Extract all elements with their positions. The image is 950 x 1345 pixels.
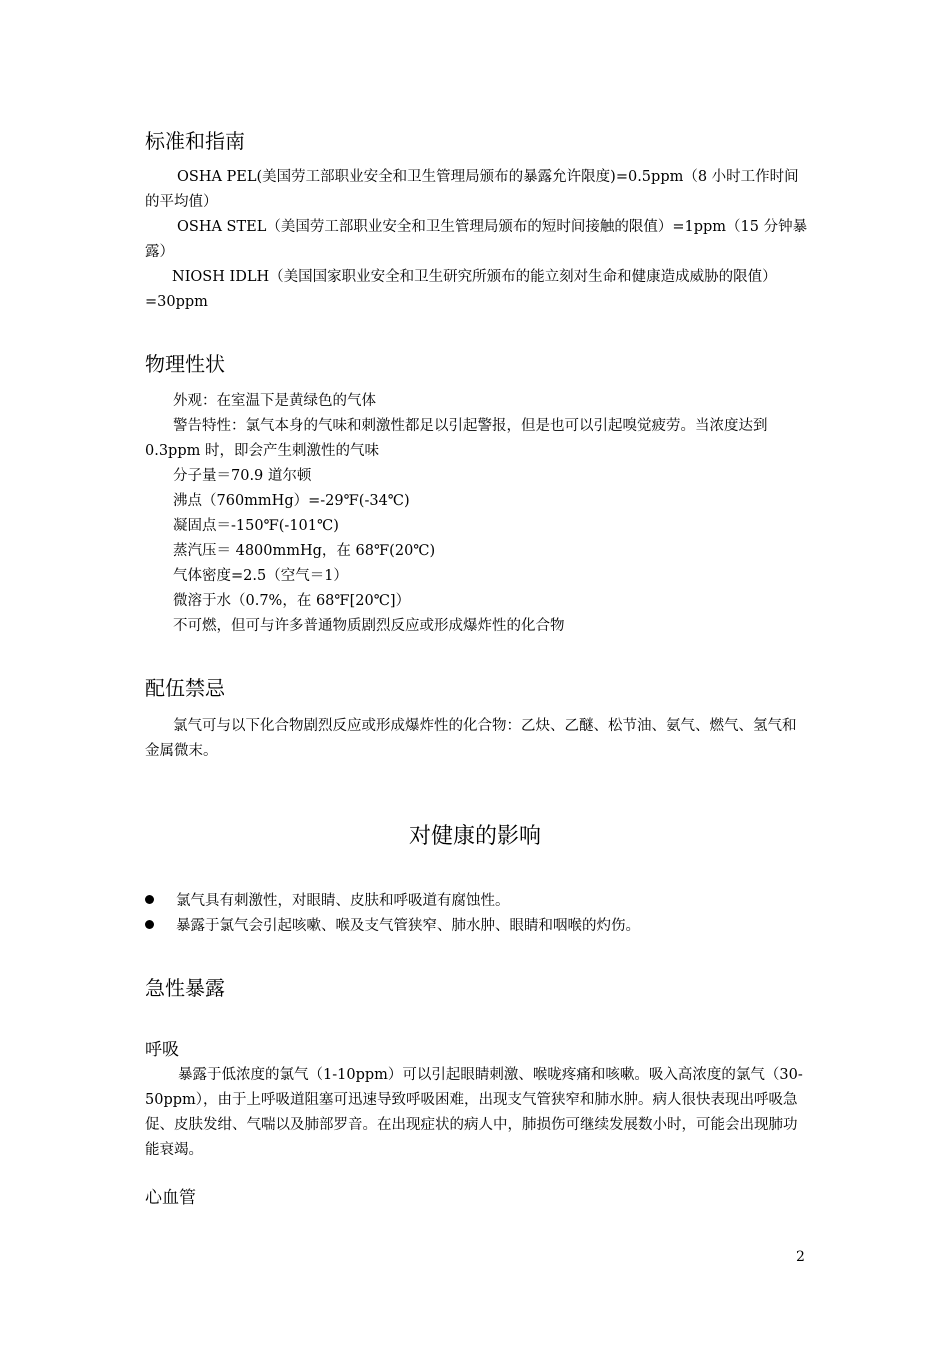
boiling-point-line: 沸点（760mmHg）=-29℉(-34℃)	[173, 493, 410, 509]
solubility-line: 微溶于水（0.7%，在 68℉[20℃]）	[173, 593, 411, 609]
flammability-line: 不可燃，但可与许多普通物质剧烈反应或形成爆炸性的化合物	[173, 618, 565, 634]
acute-exposure-heading: 急性暴露	[145, 976, 225, 1000]
osha-stel-paragraph: OSHA STEL（美国劳工部职业安全和卫生管理局颁布的短时间接触的限值）=1ppm（15 分钟暴露）	[145, 219, 808, 260]
cardiovascular-heading: 心血管	[145, 1188, 196, 1208]
health-effects-title: 对健康的影响	[408, 824, 541, 849]
health-bullet-item	[145, 914, 640, 939]
standards-heading: 标准和指南	[145, 129, 245, 153]
respiratory-paragraph: 暴露于低浓度的氯气（1-10ppm）可以引起眼睛刺激、喉咙疼痛和咳嗽。吸入高浓度的氯气（30-50ppm），由于上呼吸道阻塞可迅速导致呼吸困难，出现支气管狭窄和肺水肿。病人很快表现出呼吸急促、皮肤发绀、气喘以及肺部罗音。在出现症状的病人中，肺损伤可继续发展数小时，可能会出现肺功能衰竭。	[145, 1067, 803, 1158]
health-bullet-text: 暴露于氯气会引起咳嗽、喉及支气管狭窄、肺水肿、眼睛和咽喉的灼伤。	[176, 918, 640, 934]
molecular-weight-line: 分子量＝70.9 道尔顿	[173, 468, 312, 484]
bullet-dot-icon	[145, 920, 154, 929]
warning-paragraph: 警告特性：氯气本身的气味和刺激性都足以引起警报，但是也可以引起嗅觉疲劳。当浓度达到 0.3ppm 时，即会产生刺激性的气味	[145, 418, 768, 459]
niosh-idlh-paragraph: NIOSH IDLH（美国国家职业安全和卫生研究所颁布的能立刻对生命和健康造成威胁的限值）=30ppm	[145, 269, 777, 310]
appearance-line: 外观：在室温下是黄绿色的气体	[173, 393, 376, 409]
physical-heading: 物理性状	[145, 352, 225, 376]
respiratory-heading: 呼吸	[145, 1040, 179, 1060]
page-number: 2	[796, 1249, 805, 1265]
vapor-pressure-line: 蒸汽压＝ 4800mmHg，在 68℉(20℃)	[173, 543, 436, 559]
osha-pel-paragraph: OSHA PEL(美国劳工部职业安全和卫生管理局颁布的暴露允许限度)=0.5ppm（8 小时工作时间的平均值）	[145, 169, 799, 210]
health-bullet-text: 氯气具有刺激性，对眼睛、皮肤和呼吸道有腐蚀性。	[176, 893, 510, 909]
bullet-dot-icon	[145, 895, 154, 904]
health-bullet-item	[145, 889, 510, 914]
gas-density-line: 气体密度=2.5（空气＝1）	[173, 568, 348, 584]
incompat-heading: 配伍禁忌	[145, 676, 225, 700]
freezing-point-line: 凝固点＝-150℉(-101℃)	[173, 518, 339, 534]
incompat-paragraph: 氯气可与以下化合物剧烈反应或形成爆炸性的化合物：乙炔、乙醚、松节油、氨气、燃气、氢气和金属微末。	[145, 718, 797, 759]
